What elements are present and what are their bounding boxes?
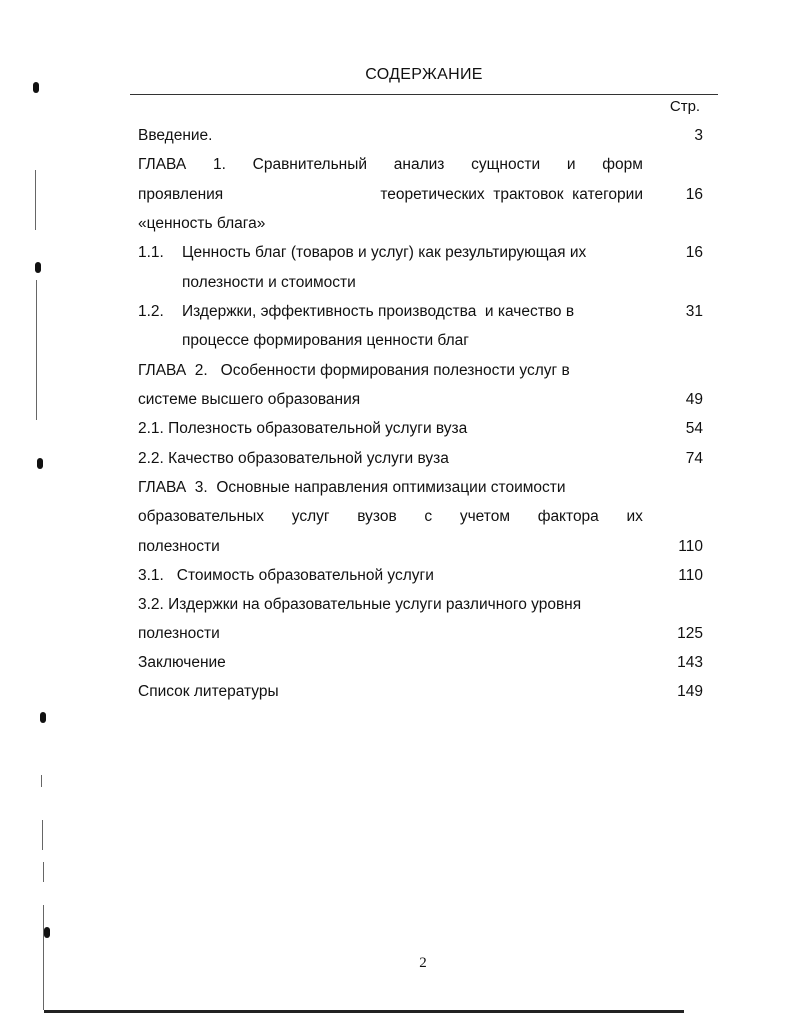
- toc-entry-page: 110: [678, 567, 703, 584]
- page-number: 2: [419, 955, 427, 971]
- margin-line: [43, 905, 44, 1010]
- toc-entry-number: 1.2.: [138, 303, 164, 320]
- toc-entry-page: 31: [685, 303, 703, 320]
- toc-entry-page: 74: [685, 450, 703, 467]
- toc-entry-number: 1.1.: [138, 244, 164, 261]
- toc-entry-page: 110: [678, 538, 703, 555]
- toc-entry-introduction: [138, 124, 703, 148]
- toc-entry-section-1-1: [138, 241, 703, 265]
- binding-hole-mark: [37, 458, 43, 469]
- toc-entry-chapter-3: [138, 476, 703, 500]
- toc-entry-bibliography: [138, 680, 703, 704]
- binding-hole-mark: [44, 927, 50, 938]
- toc-entry-text: ГЛАВА 2. Особенности формирования полезности услуг в: [138, 362, 570, 379]
- toc-entry-section-1-2-cont: [138, 329, 703, 353]
- toc-entry-text: «ценность блага»: [138, 215, 266, 232]
- toc-entry-text: процессе формирования ценности благ: [182, 332, 469, 349]
- toc-entry-text: проявления теоретических трактовок категории: [138, 186, 643, 203]
- toc-entry-page: 16: [685, 186, 703, 203]
- toc-entry-text: ГЛАВА 3. Основные направления оптимизации стоимости: [138, 479, 566, 496]
- toc-entry-section-1-2: [138, 300, 703, 324]
- toc-entry-page: 3: [694, 127, 703, 144]
- margin-line: [36, 280, 37, 420]
- toc-entry-text: ГЛАВА 1. Сравнительный анализ сущности и форм: [138, 156, 643, 173]
- binding-hole-mark: [33, 82, 39, 93]
- toc-entry-section-2-1: [138, 417, 703, 441]
- toc-entry-chapter-1-cont: [138, 183, 703, 207]
- margin-line: [35, 170, 36, 230]
- toc-entry-section-1-1-cont: [138, 271, 703, 295]
- binding-hole-mark: [35, 262, 41, 273]
- margin-line: [42, 820, 43, 850]
- toc-entry-section-3-2-cont: [138, 622, 703, 646]
- toc-entry-text: Издержки, эффективность производства и качество в: [182, 303, 575, 320]
- toc-entry-text: 3.2. Издержки на образовательные услуги различного уровня: [138, 596, 582, 613]
- toc-entry-section-3-1: [138, 564, 703, 588]
- toc-entry-chapter-1-cont: [138, 212, 703, 236]
- toc-entry-text: Заключение: [138, 654, 226, 671]
- toc-entry-page: 16: [685, 244, 703, 261]
- toc-entry-section-3-2: [138, 593, 703, 617]
- toc-entry-page: 125: [677, 625, 703, 642]
- toc-entry-page: 143: [677, 654, 703, 671]
- toc-entry-chapter-2-cont: [138, 388, 703, 412]
- toc-entry-section-2-2: [138, 447, 703, 471]
- toc-entry-chapter-3-cont: [138, 505, 703, 529]
- title-rule: [130, 94, 718, 95]
- toc-entry-text: 2.2. Качество образовательной услуги вуза: [138, 450, 449, 467]
- toc-entry-page: 49: [685, 391, 703, 408]
- toc-entry-text: Список литературы: [138, 683, 279, 700]
- page-column-label: Стр.: [669, 98, 701, 115]
- toc-entry-page: 149: [677, 683, 703, 700]
- toc-entry-conclusion: [138, 651, 703, 675]
- toc-entry-text: полезности: [138, 538, 220, 555]
- toc-entry-page: 54: [685, 420, 703, 437]
- toc-entry-text: полезности и стоимости: [182, 274, 356, 291]
- margin-line: [41, 775, 42, 787]
- toc-entry-text: Введение.: [138, 127, 213, 144]
- toc-entry-text: образовательных услуг вузов с учетом фактора их: [138, 508, 643, 525]
- toc-entry-text: Ценность благ (товаров и услуг) как результирующая их: [182, 244, 587, 261]
- margin-line: [43, 862, 44, 882]
- toc-entry-chapter-2: [138, 359, 703, 383]
- toc-entry-text: 3.1. Стоимость образовательной услуги: [138, 567, 434, 584]
- toc-entry-chapter-3-cont: [138, 535, 703, 559]
- toc-entry-text: 2.1. Полезность образовательной услуги вуза: [138, 420, 468, 437]
- binding-hole-mark: [40, 712, 46, 723]
- toc-entry-chapter-1: [138, 153, 703, 177]
- bottom-edge-rule: [44, 1010, 684, 1013]
- page-title: СОДЕРЖАНИЕ: [365, 66, 483, 83]
- toc-entry-text: системе высшего образования: [138, 391, 361, 408]
- toc-entry-text: полезности: [138, 625, 220, 642]
